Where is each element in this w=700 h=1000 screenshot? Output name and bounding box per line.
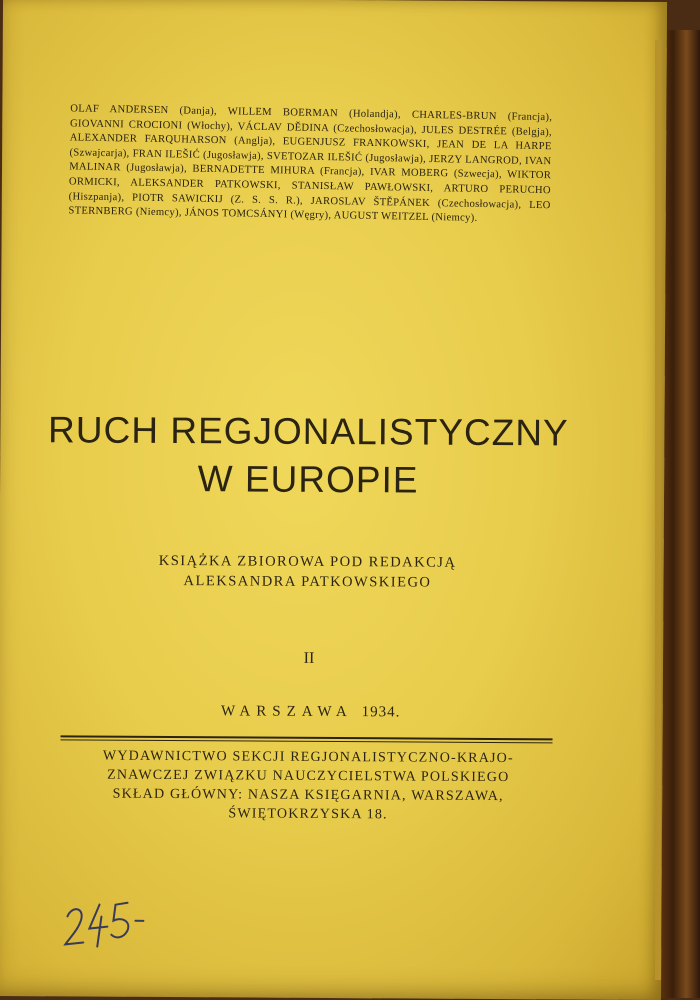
subtitle-line-2: ALEKSANDRA PATKOWSKIEGO <box>183 573 432 591</box>
publisher-line-3: SKŁAD GŁÓWNY: NASZA KSIĘGARNIA, WARSZAWA, <box>112 786 504 805</box>
imprint <box>0 702 623 723</box>
book-subtitle <box>0 550 616 594</box>
book-title-line-2: W EUROPIE <box>197 458 419 501</box>
handwritten-inventory-number <box>61 894 161 955</box>
page-edge <box>655 40 661 980</box>
subtitle-line-1: KSIĄŻKA ZBIOROWA POD REDAKCJĄ <box>158 552 457 571</box>
book-title-line-1: RUCH REGJONALISTYCZNY <box>48 409 569 454</box>
volume-number: II <box>303 649 315 667</box>
book-title <box>0 406 617 506</box>
publisher-block <box>58 746 558 825</box>
divider-rule-thin <box>61 739 553 743</box>
imprint-city: WARSZAWA <box>220 703 352 721</box>
publisher-line-2: ZNAWCZEJ ZWIĄZKU NAUCZYCIELSTWA POLSKIEGO <box>107 767 510 786</box>
imprint-year: 1934. <box>361 704 401 721</box>
contributors-list: OLAF ANDERSEN (Danja), WILLEM BOERMAN (Holandja), CHARLES-BRUN (Francja), GIOVANNI CROCIONI (Włochy), VÁCLAV DĚDINA (Czechosłowacja), JULES DESTRÉE (Belgja), ALEXANDER FARQUHARSON (Anglja), EUGENJUSZ FRANKOWSKI, JEAN DE LA HARPE (Szwajcarja), FRAN ILEŠIĆ (Jugosławja), SVETOZAR ILEŠIĆ (Jugosławja), JERZY LANGROD, IVAN MALINAR (Jugosławja), BERNADETTE MIHURA (Francja), IVAR MOBERG (Szwecja), WIKTOR ORMICKI, ALEKSANDER PATKOWSKI, STANISŁAW PAWŁOWSKI, ARTURO PERUCHO (Hiszpanja), PIOTR SAWICKIJ (Z. S. S. R.), JAROSLAV ŠTĚPÁNEK (Czechosłowacja), LEO STERNBERG (Niemcy), JÁNOS TOMCSÁNYI (Węgry), AUGUST WEITZEL (Niemcy). <box>68 103 553 225</box>
publisher-line-1: WYDAWNICTWO SEKCJI REGJONALISTYCZNO-KRAJO- <box>102 748 514 767</box>
publisher-line-4: ŚWIĘTOKRZYSKA 18. <box>228 806 388 823</box>
